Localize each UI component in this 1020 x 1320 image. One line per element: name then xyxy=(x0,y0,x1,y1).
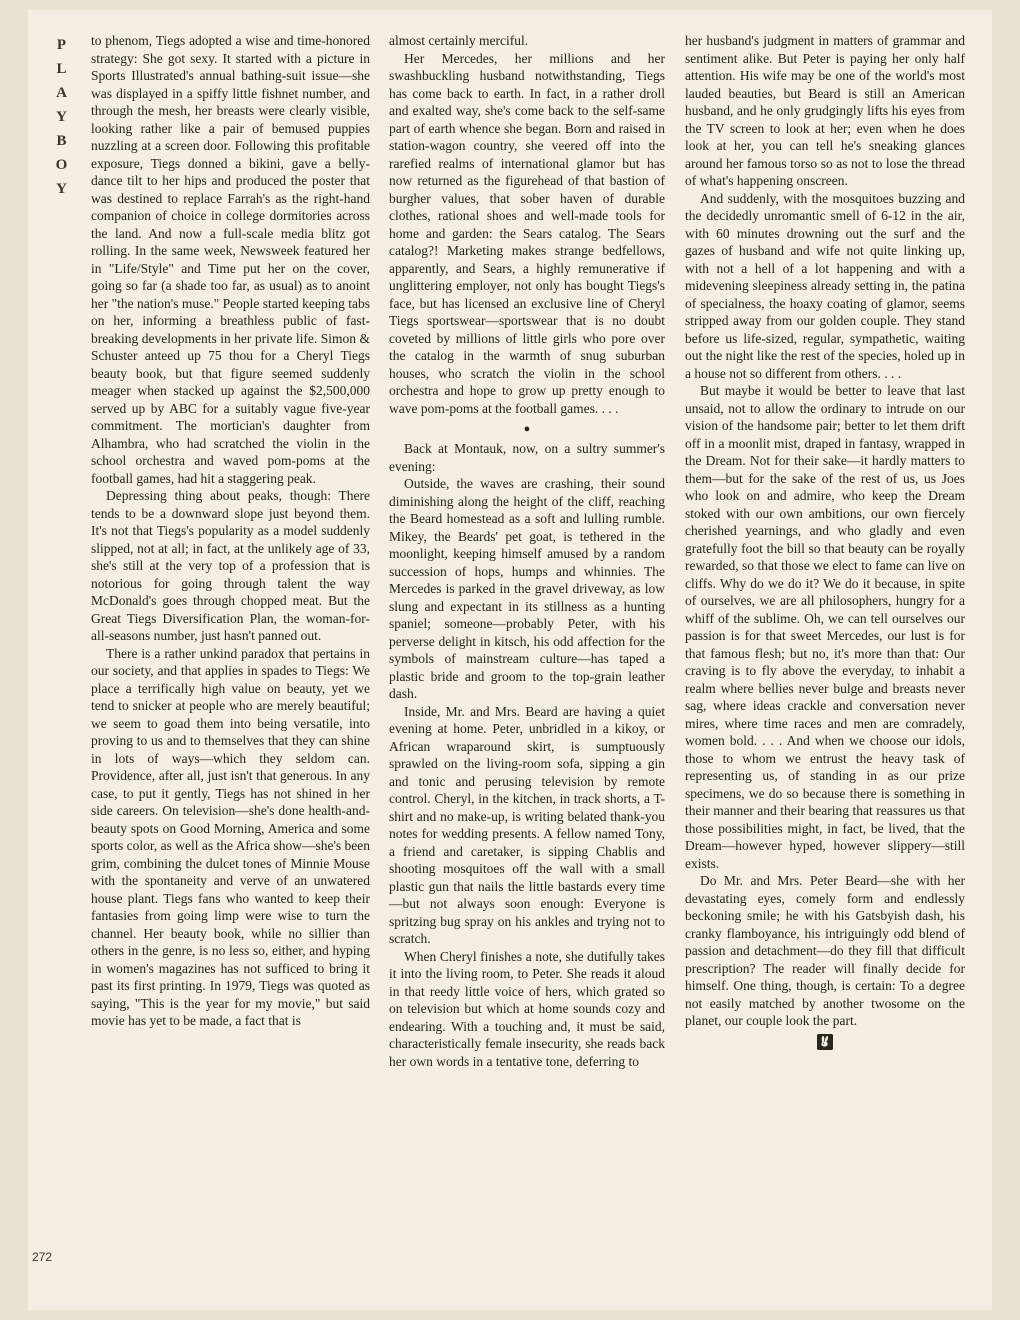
paragraph: to phenom, Tiegs adopted a wise and time-honored strategy: She got sexy. It started with a picture in Sports Illustrated's annual bathing-suit issue—she was displayed in a spiffy little fishnet number, and through the mesh, her breasts were clearly visible, looking rather like a pair of bemused puppies nuzzling at a screen door. Following this profitable exposure, Tiegs donned a bikini, gave a belly-dance tilt to her hips and produced the poster that was destined to replace Farrah's as the right-hand companion of choice in college dormitories across the land. And now a full-scale media blitz got rolling. In the same week, Newsweek featured her in "Life/Style" and Time put her on the cover, going so far (a shade too far, as usual) as to anoint her "the nation's muse." People started keeping tabs on her, informing a breathless public of fast-breaking developments in her private life. Simon & Schuster anteed up 75 thou for a Cheryl Tiegs beauty book, but that figure seemed suddenly meager when stacked up against the $2,500,000 served up by ABC for a suitably vague five-year commitment. The mortician's daughter from Alhambra, who had scratched the violin in the school orchestra and waved pom-poms at the football games, had hit a staggering peak. xyxy=(91,33,370,486)
playboy-bunny-icon xyxy=(817,1034,833,1050)
paragraph: And suddenly, with the mosquitoes buzzing and the decidedly unromantic smell of 6-12 in the air, with 60 minutes drowning out the surf and the gazes of husband and wife not quite linking up, with not a hell of a lot happening and with a midevening sleepiness already setting in, the patina of specialness, the hoaxy coating of glamor, seems stripped away from our golden couple. They stand before us life-sized, regular, sympathetic, waiting out the night like the rest of the species, holed up in a house not so different from others. . . . xyxy=(685,190,965,381)
text-column-1 xyxy=(91,32,370,1030)
running-head-letter: Y xyxy=(56,181,68,197)
magazine-running-head xyxy=(52,33,72,201)
running-head-letter: A xyxy=(56,85,68,101)
paragraph: Inside, Mr. and Mrs. Beard are having a quiet evening at home. Peter, unbridled in a kikoy, or African wraparound skirt, is sumptuously sprawled on the living-room sofa, sipping a gin and tonic and perusing television by remote control. Cheryl, in the kitchen, in track shorts, a T-shirt and no make-up, is writing belated thank-you notes for wedding presents. A fellow named Tony, a friend and caretaker, is sipping Chablis and shooting mosquitoes off the wall with a small plastic gun that nails the little bastards every time—but not always soon enough: Everyone is spritzing bug spray on his ankles and trying not to scratch. xyxy=(389,703,665,946)
paragraph: When Cheryl finishes a note, she dutifully takes it into the living room, to Peter. She reads it aloud in that reedy little voice of hers, which grated so on television but which at home sounds cozy and endearing. With a touching and, it must be said, characteristically female insecurity, she reads back her own words in a tentative tone, deferring to xyxy=(389,948,665,1069)
running-head-letter: P xyxy=(56,37,68,53)
text-column-3 xyxy=(685,32,965,1050)
paragraph: almost certainly merciful. xyxy=(389,33,529,48)
paragraph: Back at Montauk, now, on a sultry summer's evening: xyxy=(389,441,665,474)
paragraph: Her Mercedes, her millions and her swashbuckling husband notwithstanding, Tiegs has come back to earth. In fact, in a rather droll and exalted way, she's come back to the self-same part of earth whence she began. Born and raised in station-wagon country, she veered off into the rarefied realms of international glamor but has now returned as the figurehead of that bastion of burgher values, that sober haven of durable clothes, rational shoes and well-made tools for home and garden: the Sears catalog. The Sears catalog?! Marketing makes strange bedfellows, apparently, and Sears, a highly remunerative if unglittering employer, not only has bought Tiegs's face, but has licensed an exclusive line of Cheryl Tiegs sportswear—sportswear that is no doubt coveted by millions of little girls who pore over the catalog in the warmth of snug suburban houses, who scratch the violin in the school orchestra and hope to grow up pretty enough to wave pom-poms at the football games. . . . xyxy=(389,50,665,416)
running-head-letter: L xyxy=(56,61,68,77)
paragraph: But maybe it would be better to leave that last unsaid, not to allow the ordinary to intrude on our vision of the handsome pair; better to let them drift off in a moonlit mist, draped in fantasy, wrapped in the Dream. Not for their sake—it hardly matters to them—but for the sake of the rest of us, us Joes who look on and admire, who keep the Dream stoked with our own ambitions, our own fiercely cherished yearnings, and who gladly and even gratefully foot the bill so that beauty can be royally rewarded, so that those we elect to fame can live on cliffs. Why do we do it? We do it because, in spite of ourselves, we are all philosophers, hungry for a whiff of the sublime. Oh, we can tell ourselves our passion is for that sweet Mercedes, our lust is for that famous flesh; but no, it's more than that: Our craving is to fly above the everyday, to inhabit a realm where bellies never bulge and breasts never sag, where ideas crackle and conversation never mires, where time races and men are comradely, women bold. . . . And when we choose our idols, those to whom we entrust the heavy task of representing us, of standing in as our prize specimens, we do so because there is something in their manner and their bearing that reassures us that those possibilities might, in fact, be lived, that the Dream—however hyped, however slippery—still exists. xyxy=(685,383,965,871)
running-head-letter: Y xyxy=(56,109,68,125)
paragraph: Do Mr. and Mrs. Peter Beard—she with her devastating eyes, comely form and endlessly beckoning smile; he with his Gatsbyish dash, his cranky flamboyance, his intriguingly odd blend of passion and detachment—do they fill that difficult prescription? The reader will finally decide for himself. One thing, though, is certain: To a degree not easily matched by another twosome on the planet, our couple look the part. xyxy=(685,873,965,1028)
text-column-2 xyxy=(389,32,665,1070)
paragraph: Outside, the waves are crashing, their sound diminishing along the height of the cliff, reaching the Beard homestead as a soft and lulling rumble. Mikey, the Beards' pet goat, is tethered in the moonlight, keeping himself amused by a random succession of hops, humps and whinnies. The Mercedes is parked in the gravel driveway, as low slung and expectant in its stillness as a hunting spaniel; someone—probably Peter, with his perverse delight in kitsch, his odd affection for the symbols of mainstream culture—has taped a plastic bride and groom to the top-grain leather dash. xyxy=(389,476,665,701)
running-head-letter: O xyxy=(55,157,69,173)
paragraph: There is a rather unkind paradox that pertains in our society, and that applies in spades to Tiegs: We place a terrifically high value on beauty, yet we tend to snicker at people who are merely beautiful; we seem to goad them into being versatile, into proving to us and to themselves that they can shine in lots of ways—which they seldom can. Providence, after all, just isn't that generous. In any case, to put it gently, Tiegs has not shined in her side careers. On television—she's done health-and-beauty spots on Good Morning, America and some sports color, as well as the Africa show—she's been grim, combining the dulcet tones of Minnie Mouse with the spontaneity and verve of an unwatered house plant. Tiegs fans who wanted to keep their fantasies from going limp were wise to turn the channel. Her beauty book, while no sillier than others in the genre, is no less so, either, and hyping in women's magazines has not sufficed to bring it past its first printing. In 1979, Tiegs was quoted as saying, "This is the year for my movie," but said movie has yet to be made, a fact that is xyxy=(91,645,370,1028)
paragraph: Depressing thing about peaks, though: There tends to be a downward slope just beyond them. It's not that Tiegs's popularity as a model suddenly slipped, not at all; in fact, at the unlikely age of 33, she's still at the very top of a profession that is notorious for going through talent the way McDonald's goes through chopped meat. But the Great Tiegs Diversification Plan, the woman-for-all-seasons number, just hasn't panned out. xyxy=(91,488,370,643)
page-number: 272 xyxy=(32,1250,53,1264)
paragraph: her husband's judgment in matters of grammar and sentiment alike. But Peter is paying her only half attention. His wife may be one of the world's most lauded beauties, but Beard is still an American husband, and he only grudgingly lifts his eyes from the TV screen to look at her; even when he does look at her, you can tell he's sneaking glances around her famous torso so as not to lose the thread of what's happening onscreen. xyxy=(685,33,965,188)
running-head-letter: B xyxy=(56,133,68,149)
section-separator: ● xyxy=(523,423,531,435)
